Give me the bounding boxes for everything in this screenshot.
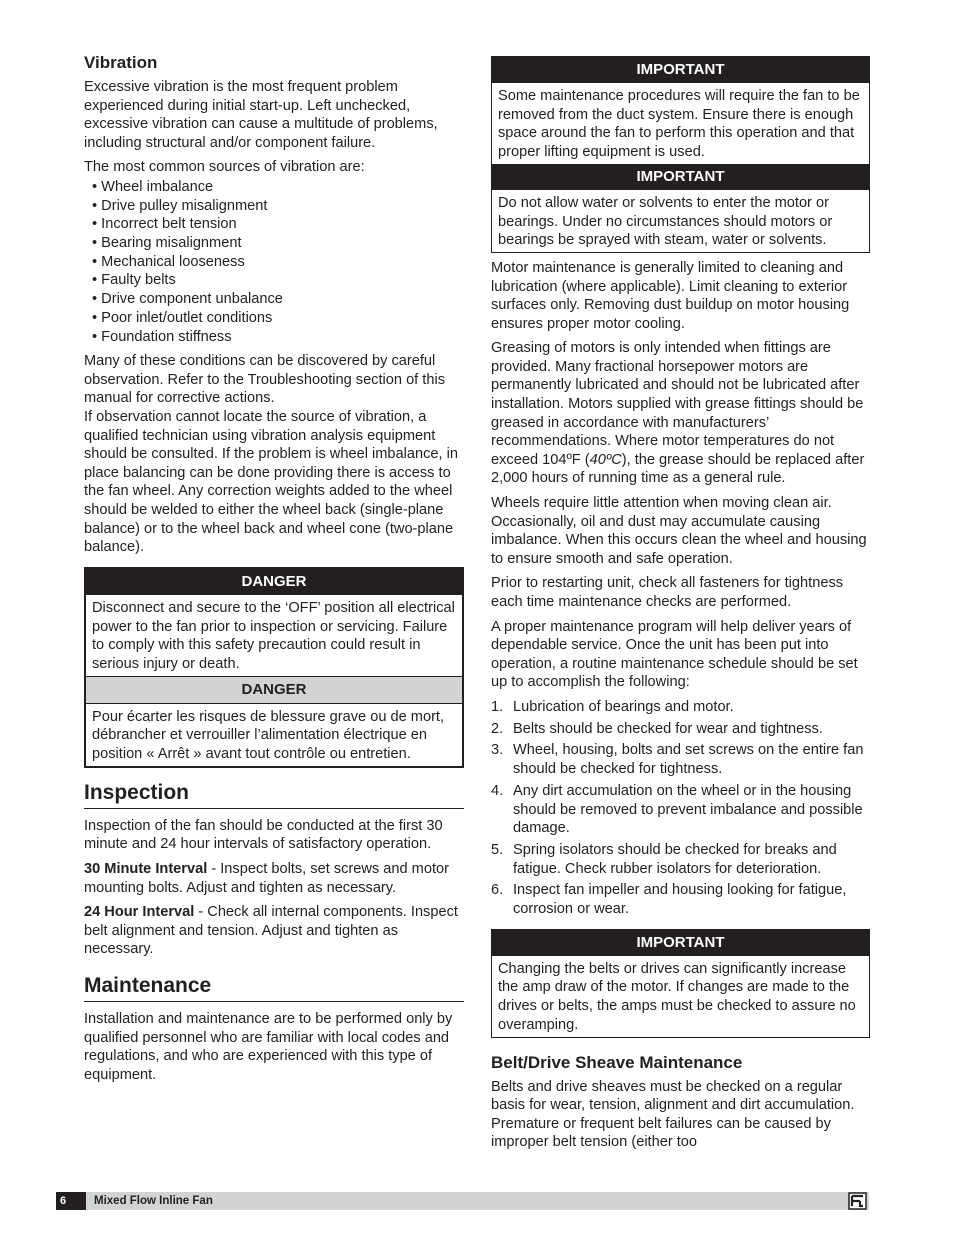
vibration-analysis: If observation cannot locate the source of vibration, a qualified technician using vibration analysis equipment should be consulted. If the problem is wheel imbalance, in place balancing can be done providing there is access to the fan wheel. Any correction weights added to the wheel should be welded to either the wheel back (single-plane balance) or to the wheel back and wheel cone (two-plane balance). <box>84 409 458 556</box>
step-number: 6. <box>491 882 504 899</box>
motor-greasing-paragraph <box>491 339 870 488</box>
motor-maintenance-paragraph: Motor maintenance is generally limited to cleaning and lubrication (where applicable). Limit cleaning to exterior surfaces only. Removing dust buildup on motor housing ensures proper motor cooling. <box>491 259 850 332</box>
interval-24-text: - Check all internal components. Inspect belt alignment and tension. Adjust and tighten as necessary. <box>84 904 458 958</box>
interval-24-paragraph <box>84 903 464 959</box>
page-number: 6 <box>56 1192 86 1210</box>
list-item: • Mechanical looseness <box>92 253 245 270</box>
vibration-intro: Excessive vibration is the most frequent problem experienced during initial start-up. Left unchecked, excessive vibration can cause a multitude of problems, including structural and/or component failure. <box>84 79 438 151</box>
brand-logo-icon <box>848 1192 868 1210</box>
list-item: • Drive pulley misalignment <box>92 197 268 214</box>
danger-text-en: Disconnect and secure to the ‘OFF’ position all electrical power to the fan prior to inspection or servicing. Failure to comply with this safety precaution could result in serious injury or death. <box>92 599 455 672</box>
interval-30-text: - Inspect bolts, set screws and motor mounting bolts. Adjust and tighten as necessary. <box>84 860 449 896</box>
maintenance-intro: Installation and maintenance are to be performed only by qualified personnel who are familiar with local codes and regulations, and who are experienced with this type of equipment. <box>84 1010 453 1083</box>
important-title-2: IMPORTANT <box>492 164 869 190</box>
list-item <box>491 782 870 838</box>
belt-drive-heading: Belt/Drive Sheave Maintenance <box>491 1052 743 1072</box>
program-paragraph: A proper maintenance program will help deliver years of dependable service. Once the unit has been put into operation, a routine maintenance schedule should be set up to accomplish the following: <box>491 618 858 691</box>
danger-text-fr: Pour écarter les risques de blessure grave ou de mort, débrancher et verrouiller l’alimentation électrique en position « Arrêt » avant tout contrôle ou entretien. <box>92 708 445 763</box>
restart-paragraph: Prior to restarting unit, check all fasteners for tightness each time maintenance checks are performed. <box>491 575 844 611</box>
maintenance-heading: Maintenance <box>84 973 464 1002</box>
list-item <box>491 841 870 878</box>
step-number: 2. <box>491 720 504 737</box>
maintenance-steps-list <box>491 698 870 919</box>
list-item <box>491 741 870 778</box>
inspection-intro: Inspection of the fan should be conducted at the first 30 minute and 24 hour intervals of satisfactory operation. <box>84 817 443 853</box>
right-column <box>491 56 870 1158</box>
interval-30-label: 30 Minute Interval <box>84 860 208 877</box>
step-number: 3. <box>491 742 504 759</box>
list-item: • Foundation stiffness <box>92 328 232 345</box>
page-footer <box>56 1192 869 1210</box>
step-number: 1. <box>491 698 504 715</box>
important-text-1: Some maintenance procedures will require the fan to be removed from the duct system. Ensure there is enough space around the fan to perform this operation and that proper lifting equipment is used. <box>498 88 860 161</box>
list-item: • Wheel imbalance <box>92 178 214 195</box>
list-item: • Poor inlet/outlet conditions <box>92 309 273 326</box>
step-text: Belts should be checked for wear and tightness. <box>513 720 823 737</box>
step-text: Wheel, housing, bolts and set screws on the entire fan should be checked for tightness. <box>513 742 864 778</box>
motor-greasing-celsius: 40ºC <box>589 451 622 468</box>
danger-title-en: DANGER <box>86 569 462 595</box>
step-text: Any dirt accumulation on the wheel or in the housing should be removed to prevent imbalance and possible damage. <box>513 782 863 837</box>
motor-greasing-text-a: Greasing of motors is only intended when fittings are provided. Many fractional horsepower motors are permanently lubricated and should not be lubricated after installation. Motors supplied with grease fittings should be greased in accordance with manufacturers’ recommendations. Where motor temperatures do not exceed 104ºF ( <box>491 340 864 468</box>
belt-drive-paragraph: Belts and drive sheaves must be checked on a regular basis for wear, tension, alignment and dirt accumulation. Premature or frequent belt failures can be caused by improper belt tension (either too <box>491 1078 855 1151</box>
list-item: • Drive component unbalance <box>92 291 283 308</box>
interval-30-paragraph <box>84 860 464 897</box>
list-item <box>491 881 870 918</box>
vibration-sources-intro: The most common sources of vibration are: <box>84 159 365 176</box>
wheels-paragraph: Wheels require little attention when moving clean air. Occasionally, oil and dust may accumulate causing imbalance. When this occurs clean the wheel and housing to ensure smooth and safe operation. <box>491 495 867 567</box>
list-item <box>491 698 870 717</box>
inspection-heading: Inspection <box>84 780 464 809</box>
important-title-1: IMPORTANT <box>492 57 869 83</box>
step-text: Inspect fan impeller and housing looking for fatigue, corrosion or wear. <box>513 882 847 918</box>
vibration-heading: Vibration <box>84 53 158 72</box>
important-box-3 <box>491 929 870 1038</box>
list-item: • Incorrect belt tension <box>92 216 237 233</box>
list-item <box>491 720 870 739</box>
important-text-3: Changing the belts or drives can significantly increase the amp draw of the motor. If changes are made to the drives or belts, the amps must be checked to assure no overamping. <box>498 960 856 1033</box>
vibration-observation: Many of these conditions can be discovered by careful observation. Refer to the Troubleshooting section of this manual for corrective actions. <box>84 353 446 407</box>
list-item: • Faulty belts <box>92 272 176 289</box>
step-number: 4. <box>491 782 504 799</box>
important-text-2: Do not allow water or solvents to enter the motor or bearings. Under no circumstances should motors or bearings be sprayed with steam, water or solvents. <box>498 194 833 249</box>
danger-title-fr: DANGER <box>86 676 462 704</box>
list-item: • Bearing misalignment <box>92 235 242 252</box>
left-column <box>84 52 464 1090</box>
step-number: 5. <box>491 841 504 858</box>
motor-greasing-text-b: ), the grease should be replaced after 2,000 hours of running time as a general rule. <box>491 451 865 487</box>
vibration-sources-list <box>84 178 464 346</box>
step-text: Lubrication of bearings and motor. <box>513 698 734 715</box>
danger-box <box>84 567 464 768</box>
step-text: Spring isolators should be checked for breaks and fatigue. Check rubber isolators for deterioration. <box>513 841 837 877</box>
interval-24-label: 24 Hour Interval <box>84 904 195 921</box>
important-title-3: IMPORTANT <box>492 930 869 956</box>
footer-title: Mixed Flow Inline Fan <box>94 1195 213 1207</box>
important-box-1 <box>491 56 870 253</box>
